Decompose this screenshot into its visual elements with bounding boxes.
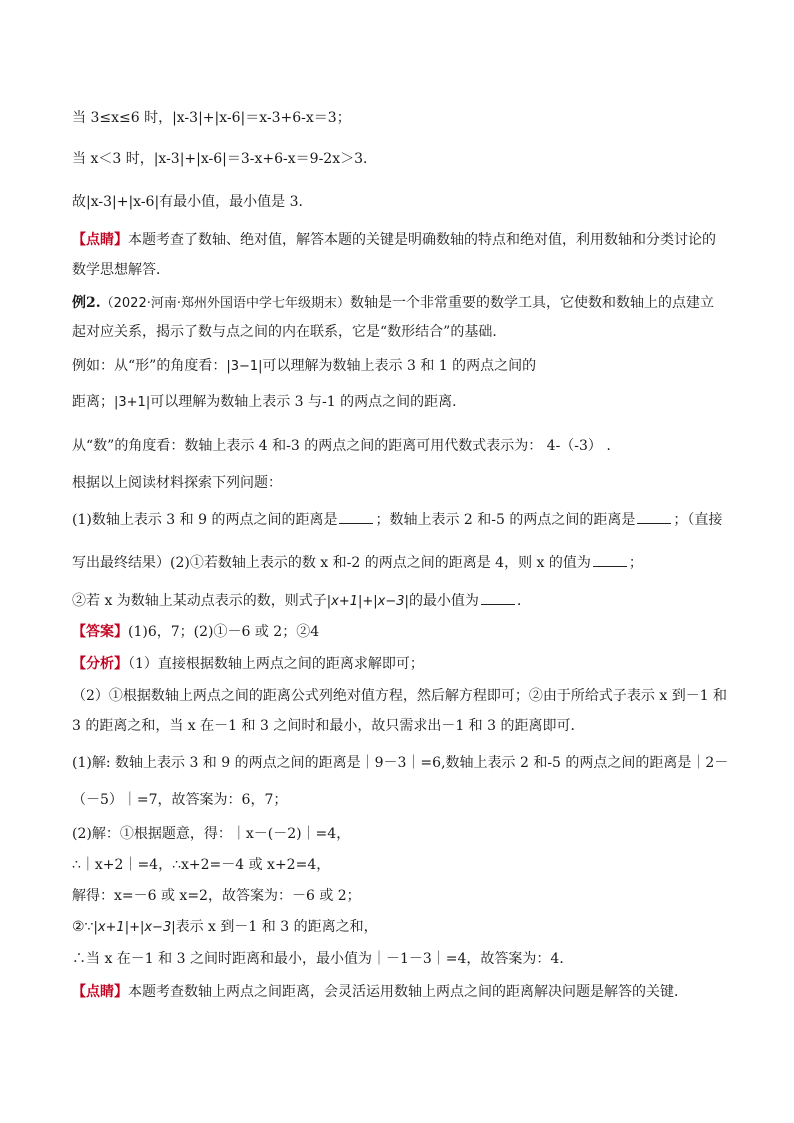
answer-line xyxy=(72,622,319,642)
comment-tag: 【点睛】 xyxy=(72,232,128,248)
comment-block xyxy=(72,982,688,1002)
comment-text: 本题考查数轴上两点之间距离，会灵活运用数轴上两点之间的距离解决问题是解答的关键． xyxy=(128,984,688,1000)
abs-expression: |x+1|+|x−3| xyxy=(326,594,409,609)
answer-text: (1)6，7；(2)①－6 或 2；②4 xyxy=(128,624,320,640)
example-source: （2022·河南·郑州外国语中学七年级期末） xyxy=(100,296,350,311)
example-text: 数轴是一个非常重要的数学工具，它使数和数轴上的点建立 xyxy=(349,295,714,311)
text-line: ∴当 x 在－1 和 3 之间时距离和最小，最小值为｜－1－3｜=4，故答案为：4． xyxy=(72,951,574,967)
text-span: ②若 x 为数轴上某动点表示的数，则式子 xyxy=(72,593,327,609)
example-label: 例2. xyxy=(72,295,101,311)
analysis-tag: 【分析】 xyxy=(72,656,128,672)
text-line: ∴｜x+2｜=4，∴x+2=－4 或 x+2=4， xyxy=(72,857,331,873)
text-line: （2）①根据数轴上两点之间的距离公式列绝对值方程，然后解方程即可；②由于所给式子表示 x 到－1 和 xyxy=(72,688,728,704)
question-line xyxy=(72,509,722,530)
question-line xyxy=(72,552,643,573)
text-span: ；数轴上表示 2 和-5 的两点之间的距离是 xyxy=(375,512,636,528)
text-line: 当 x＜3 时，|x-3|+|x-6|＝3-x+6-x＝9-2x＞3． xyxy=(72,151,378,167)
analysis-line xyxy=(72,654,424,674)
text-span: ②∵ xyxy=(72,919,94,935)
text-span: ． xyxy=(516,593,531,609)
text-line: 解得：x=－6 或 x=2，故答案为：－6 或 2； xyxy=(72,888,361,904)
text-span: 可以理解为数轴上表示 3 和 1 的两点之间的 xyxy=(262,358,537,374)
answer-tag: 【答案】 xyxy=(72,624,128,640)
text-span: 写出最终结果）(2)①若数轴上表示的数 x 和-2 的两点之间的距离是 4，则 x 的值为 xyxy=(72,555,591,571)
text-span: 可以理解为数轴上表示 3 与-1 的两点之间的距离． xyxy=(150,394,467,410)
text-span: ； xyxy=(628,555,643,571)
text-line: 当 3≤x≤6 时，|x-3|+|x-6|＝x-3+6-x＝3； xyxy=(72,110,351,126)
text-line: 从“数”的角度看：数轴上表示 4 和-3 的两点之间的距离可用代数式表示为： 4-（-3） . xyxy=(72,438,611,454)
text-line: 3 的距离之和，当 x 在－1 和 3 之间时和最小，故只需求出－1 和 3 的距离即可． xyxy=(72,718,585,734)
example-heading xyxy=(72,293,714,314)
text-span: (1)数轴上表示 3 和 9 的两点之间的距离是 xyxy=(72,512,338,528)
text-span: 例如：从“形”的角度看： xyxy=(72,358,227,374)
text-span: 距离； xyxy=(72,394,114,410)
text-line xyxy=(72,392,466,413)
comment-tag: 【点睛】 xyxy=(72,984,128,1000)
text-span: ；（直接 xyxy=(673,512,723,528)
text-line: 数学思想解答． xyxy=(72,262,170,278)
comment-text: 本题考查了数轴、绝对值，解答本题的关键是明确数轴的特点和绝对值，利用数轴和分类讨论的 xyxy=(128,232,716,248)
abs-expression: |x+1|+|x−3| xyxy=(93,920,176,935)
abs-expression: |3−1| xyxy=(226,359,263,374)
answer-blank xyxy=(339,509,373,524)
text-span: 的最小值为 xyxy=(408,593,479,609)
analysis-text: （1）直接根据数轴上两点之间的距离求解即可； xyxy=(128,656,424,672)
text-line: 根据以上阅读材料探索下列问题： xyxy=(72,475,282,491)
text-line: （－5）｜=7，故答案为：6，7； xyxy=(72,792,288,808)
text-span: 表示 x 到－1 和 3 的距离之和， xyxy=(175,919,378,935)
answer-blank xyxy=(481,590,515,605)
question-line xyxy=(72,590,531,612)
answer-blank xyxy=(593,552,627,567)
comment-block xyxy=(72,230,716,250)
text-line: 起对应关系，揭示了数与点之间的内在联系，它是“数形结合”的基础． xyxy=(72,324,507,340)
text-line: 故|x-3|+|x-6|有最小值，最小值是 3． xyxy=(72,194,313,210)
answer-blank xyxy=(637,509,671,524)
text-line: (2)解：①根据题意，得：｜x－(－2)｜=4， xyxy=(72,826,351,842)
abs-expression: |3+1| xyxy=(114,395,151,410)
text-line xyxy=(72,356,536,377)
text-line xyxy=(72,917,378,938)
text-line: (1)解: 数轴上表示 3 和 9 的两点之间的距离是｜9－3｜=6,数轴上表示 2 和-5 的两点之间的距离是｜2－ xyxy=(72,755,729,771)
